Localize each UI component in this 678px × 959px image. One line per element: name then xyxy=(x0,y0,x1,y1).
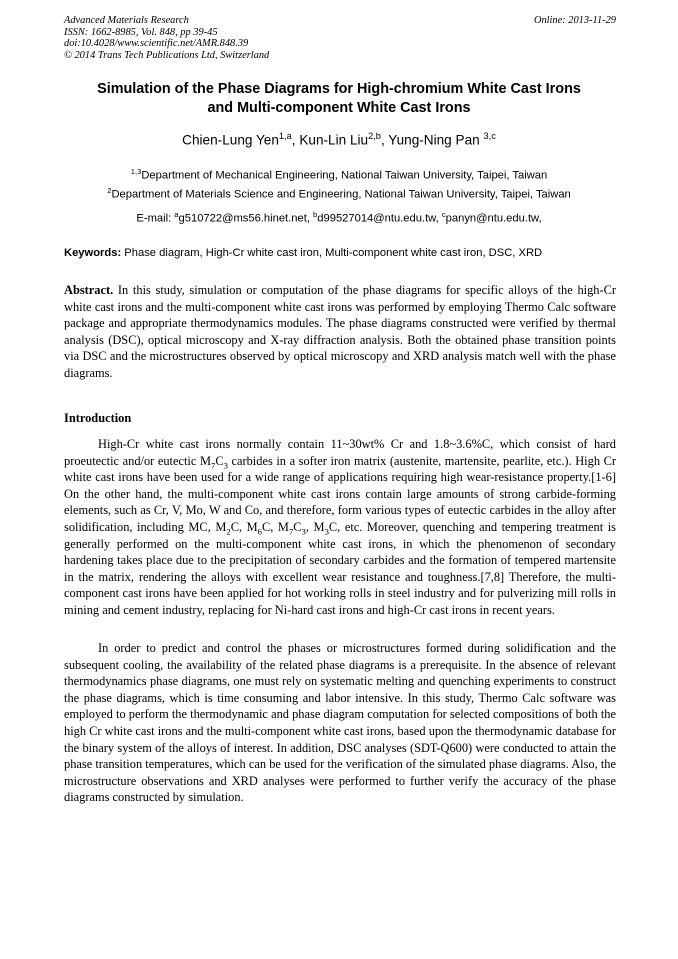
author-affiliation-mark: 2,b xyxy=(368,131,381,141)
keywords xyxy=(64,247,616,259)
author-name: Chien-Lung Yen xyxy=(182,132,279,148)
journal-header xyxy=(64,15,616,61)
subscript: 3 xyxy=(324,526,329,537)
title-line-2: and Multi-component White Cast Irons xyxy=(207,100,471,116)
doi-line: doi:10.4028/www.scientific.net/AMR.848.39 xyxy=(64,38,249,50)
title-line-1: Simulation of the Phase Diagrams for High-chromium White Cast Irons xyxy=(97,81,581,97)
email-mark: c xyxy=(441,210,446,219)
subscript: 6 xyxy=(257,526,262,537)
intro-paragraph-2: In order to predict and control the phases or microstructures formed during solidification and the subsequent cooling, the availability of the related phase diagrams is a prerequisite. In the absence of relevant thermodynamics phase diagrams, one must rely on systematic melting and quenching experiments to construct the phase diagrams, which is time consuming and labor intensive. In this study, Thermo Calc software was employed to perform the thermodynamic and phase diagram computation for selected compositions of both the high Cr white cast irons and the multi-component white cast irons, based upon the thermodynamic database for the binary system of the alloys of interest. In addition, DSC analyses (SDT-Q600) were conducted to attain the phase transition temperatures, which can be used for the verification of the simulated phase diagrams. Also, the microstructure observations and XRD analyses were performed to further verify the accuracy of the phase diagrams constructed by simulation. xyxy=(64,641,616,805)
paragraph-text: C xyxy=(215,453,224,468)
author-name: Kun-Lin Liu xyxy=(299,132,369,148)
affiliation-text: Department of Mechanical Engineering, National Taiwan University, Taipei, Taiwan xyxy=(141,169,548,182)
keywords-text: Phase diagram, High-Cr white cast iron, Multi-component white cast iron, DSC, XRD xyxy=(121,247,543,259)
author-separator: , xyxy=(380,132,389,148)
paragraph-text: C, etc. Moreover, quenching and tempering treatment is generally performed on the multi-component white cast irons, in which the phenomenon of secondary hardening takes place due to the precipitation of secondary carbides and the formation of tempered martensite in the matrix, rendering the alloys with excellent wear resistance and toughness.[7,8] Therefore, the multi-component cast irons have been applied for hot working rolls in steel industry and for pulverizing mill rolls in mining and cement industry, replacing for Ni-hard cast irons and high-Cr cast irons in recent years. xyxy=(64,519,616,617)
author-separator: , xyxy=(291,132,300,148)
journal-name: Advanced Materials Research xyxy=(64,15,189,26)
paper-title xyxy=(50,80,628,118)
email-address[interactable]: panyn@ntu.edu.tw, xyxy=(445,212,542,225)
paragraph-text: C, M xyxy=(230,519,258,534)
issn-line: ISSN: 1662-8985, Vol. 848, pp 39-45 xyxy=(64,26,218,38)
email-address[interactable]: d99527014@ntu.edu.tw, xyxy=(317,212,442,225)
author-name: Yung-Ning Pan xyxy=(388,132,480,148)
intro-paragraph-1 xyxy=(64,436,616,619)
email-mark: b xyxy=(313,210,318,219)
author-affiliation-mark: 3,c xyxy=(483,131,496,141)
abstract-label: Abstract. xyxy=(64,283,114,297)
subscript: 3 xyxy=(223,460,228,471)
email-label: E-mail: xyxy=(136,212,175,225)
paragraph-text: C, M xyxy=(262,519,289,534)
author-list xyxy=(50,131,628,148)
keywords-label: Keywords: xyxy=(64,247,122,259)
email-line xyxy=(50,210,628,225)
subscript: 7 xyxy=(210,460,216,471)
paragraph-text: , M xyxy=(305,519,325,534)
subscript: 7 xyxy=(288,526,294,537)
subscript: 3 xyxy=(301,526,306,537)
copyright-line: © 2014 Trans Tech Publications Ltd, Switzerland xyxy=(64,49,270,61)
subscript: 2 xyxy=(226,526,231,537)
affiliation-1 xyxy=(50,167,628,182)
email-address[interactable]: g510722@ms56.hinet.net, xyxy=(178,212,314,225)
email-mark: a xyxy=(174,210,179,219)
affiliation-2 xyxy=(50,186,628,201)
author-affiliation-mark: 1,a xyxy=(278,131,292,141)
affiliation-mark: 1,3 xyxy=(130,167,142,176)
abstract xyxy=(64,282,616,382)
affiliation-mark: 2 xyxy=(107,186,112,195)
affiliation-text: Department of Materials Science and Engineering, National Taiwan University, Taipei, Taiwan xyxy=(111,188,571,201)
online-date: Online: 2013-11-29 xyxy=(533,15,616,26)
paragraph-text: C xyxy=(293,519,302,534)
section-heading-introduction: Introduction xyxy=(64,411,132,425)
paragraph-text: carbides in a softer iron matrix (austenite, martensite, pearlite, etc.). High Cr white cast irons have been used for a wide range of applications requiring high wear-resistance property.[1-6] On the other hand, the multi-component white cast irons contain large amounts of strong carbide-forming elements, such as Cr, V, Mo, W and Co, and therefore, form various types of eutectic carbides in the alloy after solidification, including MC, M xyxy=(64,453,616,534)
paragraph-text: High-Cr white cast irons normally contain 11~30wt% Cr and 1.8~3.6%C, which consist of hard proeutectic and/or eutectic M xyxy=(64,437,616,468)
abstract-text: In this study, simulation or computation of the phase diagrams for specific alloys of the high-Cr white cast irons and the multi-component white cast irons was performed by employing Thermo Calc software package and appropriate thermodynamics modules. The phase diagrams constructed were verified by thermal analysis (DSC), optical microscopy and X-ray diffraction analysis. Both the obtained phase transition points via DSC and the microstructures observed by optical microscopy and XRD analysis match well with the phase diagrams. xyxy=(64,283,616,380)
